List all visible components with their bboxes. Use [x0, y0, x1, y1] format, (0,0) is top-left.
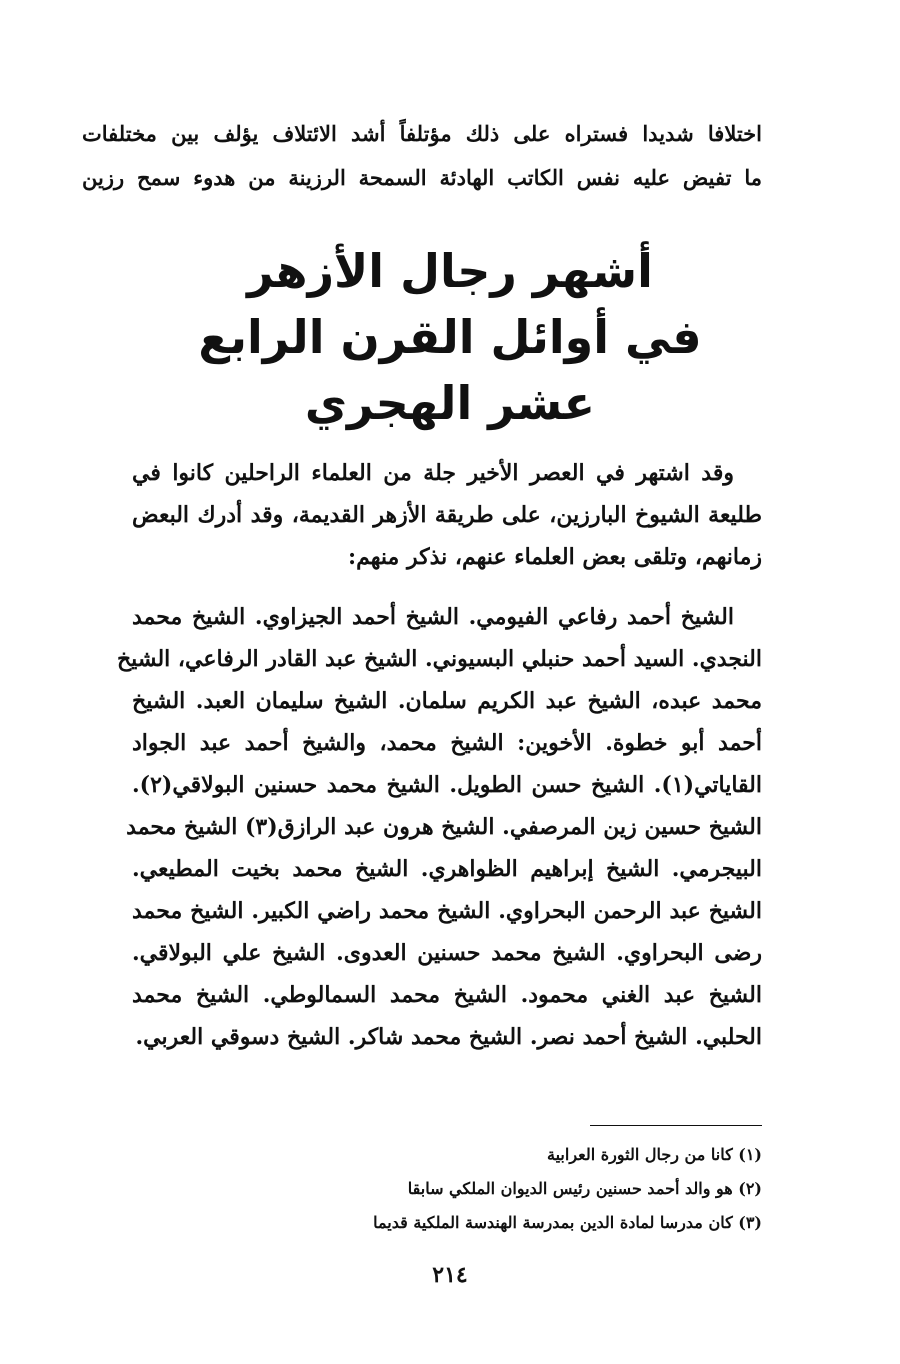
names-line-1: الشيخ أحمد رفاعي الفيومي. الشيخ أحمد الجيزاوي. الشيخ محمد: [132, 604, 734, 630]
continued-line-1: اختلافا شديدا فستراه على ذلك مؤتلفاً أشد الائتلاف يؤلف بين مختلفات: [82, 121, 762, 146]
names-line-4: أحمد أبو خطوة. الأخوين: الشيخ محمد، والشيخ أحمد عبد الجواد: [132, 730, 762, 756]
footnote-2: (٢) هو والد أحمد حسنين رئيس الديوان الملكي سابقا: [407, 1179, 762, 1198]
heading-line-2: في أوائل القرن الرابع عشر الهجري: [198, 310, 702, 430]
intro-line-3: زمانهم، وتلقى بعض العلماء عنهم، نذكر منهم:: [348, 544, 762, 570]
continued-line-2: ما تفيض عليه نفس الكاتب الهادئة السمحة الرزينة من هدوء سمح رزين: [82, 165, 762, 190]
continued-paragraph: [82, 112, 762, 200]
names-line-10: الشيخ عبد الغني محمود. الشيخ محمد السمالوطي. الشيخ محمد: [132, 982, 762, 1008]
names-line-8: الشيخ عبد الرحمن البحراوي. الشيخ محمد راضي الكبير. الشيخ محمد: [132, 898, 762, 924]
intro-paragraph: [132, 452, 762, 578]
names-line-7: البيجرمي. الشيخ إبراهيم الظواهري. الشيخ محمد بخيت المطيعي.: [132, 856, 762, 882]
page-number: ٢١٤: [432, 1262, 468, 1288]
names-line-11: الحلبي. الشيخ أحمد نصر. الشيخ محمد شاكر. الشيخ دسوقي العربي.: [135, 1024, 762, 1050]
footnote-1: (١) كانا من رجال الثورة العرابية: [547, 1145, 762, 1164]
names-line-2: النجدي. السيد أحمد حنبلي البسيوني. الشيخ عبد القادر الرفاعي، الشيخ: [116, 646, 762, 672]
footnote-divider: [590, 1125, 762, 1126]
names-line-3: محمد عبده، الشيخ عبد الكريم سلمان. الشيخ سليمان العبد. الشيخ: [132, 688, 762, 714]
intro-line-2: طليعة الشيوخ البارزين، على طريقة الأزهر القديمة، وقد أدرك البعض: [132, 502, 762, 528]
names-line-6: الشيخ حسين زين المرصفي. الشيخ هرون عبد الرازق(٣) الشيخ محمد: [126, 814, 762, 840]
names-line-9: رضى البحراوي. الشيخ محمد حسنين العدوى. الشيخ علي البولاقي.: [132, 940, 762, 966]
intro-line-1: وقد اشتهر في العصر الأخير جلة من العلماء الراحلين كانوا في: [132, 460, 734, 486]
scholars-list-paragraph: [116, 596, 762, 1058]
footnotes: [282, 1138, 762, 1240]
section-heading: [150, 238, 750, 436]
footnote-3: (٣) كان مدرسا لمادة الدين بمدرسة الهندسة الملكية قديما: [373, 1213, 762, 1232]
heading-line-1: أشهر رجال الأزهر: [247, 244, 653, 298]
names-line-5: القاياتي(١). الشيخ حسن الطويل. الشيخ محمد حسنين البولاقي(٢).: [132, 772, 762, 798]
